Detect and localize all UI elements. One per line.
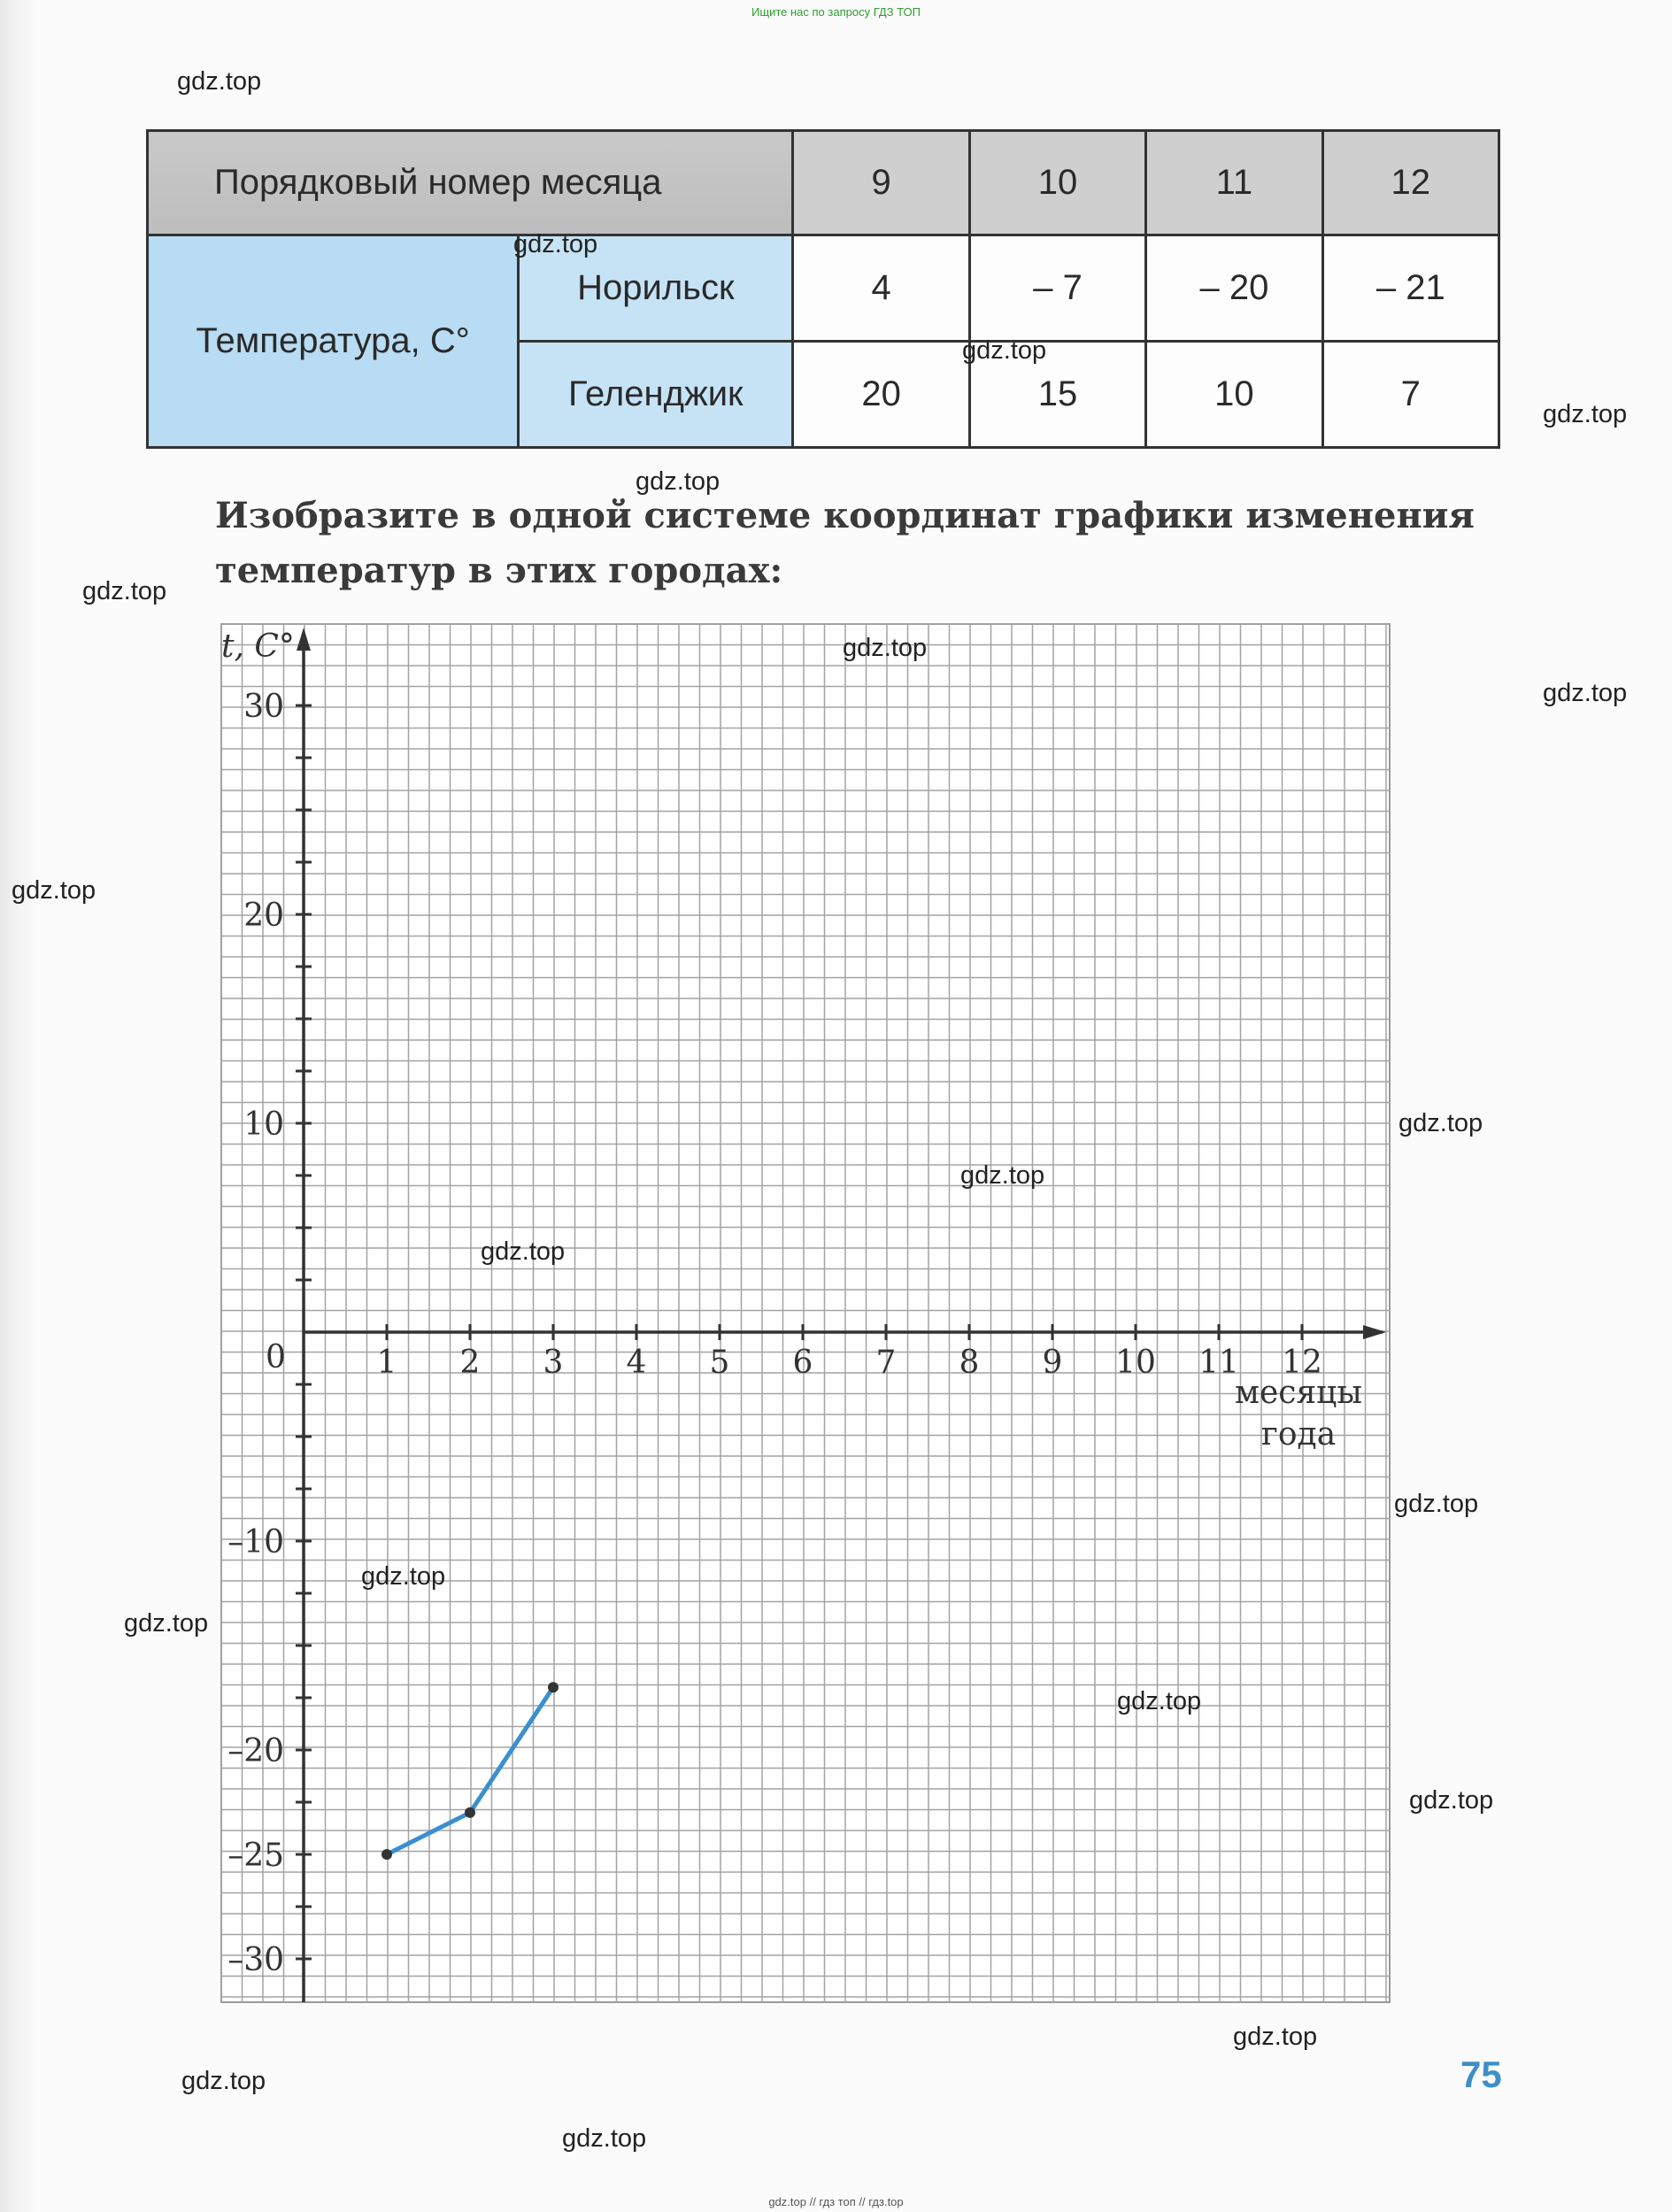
gelendzhik-value-11: 10 [1146,342,1322,448]
watermark: gdz.top [481,1237,566,1266]
watermark: gdz.top [562,2124,647,2153]
month-11-header: 11 [1146,131,1322,235]
norilsk-value-10: – 7 [969,235,1145,342]
x-tick-label: 7 [875,1345,897,1381]
x-tick-label: 6 [792,1345,813,1381]
norilsk-value-9: 4 [793,235,969,342]
watermark: gdz.top [12,876,96,905]
data-point [381,1849,392,1860]
watermark: gdz.top [1543,400,1628,428]
watermark: gdz.top [1117,1687,1202,1715]
month-number-header: Порядковый номер месяца [148,131,793,235]
watermark: gdz.top [181,2067,266,2095]
x-axis-label-line2: года [1261,1416,1337,1453]
y-tick-label: –20 [227,1733,284,1769]
x-tick-label: 5 [709,1345,730,1381]
watermark: gdz.top [513,230,598,258]
x-tick-label: 8 [959,1345,980,1381]
watermark: gdz.top [1398,1109,1483,1137]
x-tick-label: 4 [626,1345,647,1381]
x-tick-label: 3 [543,1345,564,1381]
watermark: gdz.top [1233,2023,1318,2051]
watermark: gdz.top [843,634,928,662]
watermark: gdz.top [177,67,262,96]
data-point [548,1682,559,1692]
data-point [465,1807,475,1818]
temperature-label: Температура, C° [148,235,519,448]
y-axis-label: t, C° [221,628,295,665]
city-norilsk: Норильск [519,235,793,342]
watermark: gdz.top [960,1161,1045,1190]
month-9-header: 9 [793,131,969,235]
watermark: gdz.top [636,467,720,496]
y-tick-label: 30 [243,689,284,725]
watermark: gdz.top [1543,679,1628,707]
x-tick-label: 11 [1198,1345,1239,1381]
watermark: gdz.top [124,1609,209,1638]
x-axis-label-line1: месяцы [1235,1375,1362,1411]
task-line-2: температур в этих городах: [215,550,783,591]
watermark: gdz.top [82,577,167,605]
watermark: gdz.top [962,336,1047,365]
norilsk-value-11: – 20 [1146,235,1322,342]
grid [221,624,1390,2002]
origin-label: 0 [266,1339,286,1376]
gelendzhik-value-9: 20 [793,342,969,448]
grid-background [221,624,1390,2002]
page-number: 75 [1460,2054,1502,2095]
bottom-banner[interactable]: gdz.top // гдз топ // гдз.top [768,2195,904,2208]
y-tick-label: –25 [227,1838,284,1874]
y-tick-label: 20 [243,898,284,934]
x-tick-label: 2 [459,1345,481,1381]
x-tick-label: 1 [376,1345,397,1381]
x-tick-label: 10 [1115,1345,1156,1381]
top-banner[interactable]: Ищите нас по запросу ГДЗ ТОП [751,5,921,19]
y-tick-label: –10 [227,1524,284,1561]
x-tick-label: 9 [1042,1345,1063,1381]
watermark: gdz.top [1394,1490,1479,1518]
gelendzhik-value-10: 15 [969,342,1145,448]
month-10-header: 10 [969,131,1145,235]
norilsk-value-12: – 21 [1322,235,1499,342]
x-tick-label: 12 [1282,1345,1322,1381]
watermark: gdz.top [1409,1786,1494,1815]
city-gelendzhik: Геленджик [519,342,793,448]
watermark: gdz.top [361,1562,446,1591]
month-12-header: 12 [1322,131,1499,235]
y-tick-label: 10 [243,1106,284,1143]
gelendzhik-value-12: 7 [1322,342,1499,448]
task-line-1: Изобразите в одной системе координат графики изменения [215,495,1475,536]
y-tick-label: –30 [227,1942,284,1978]
